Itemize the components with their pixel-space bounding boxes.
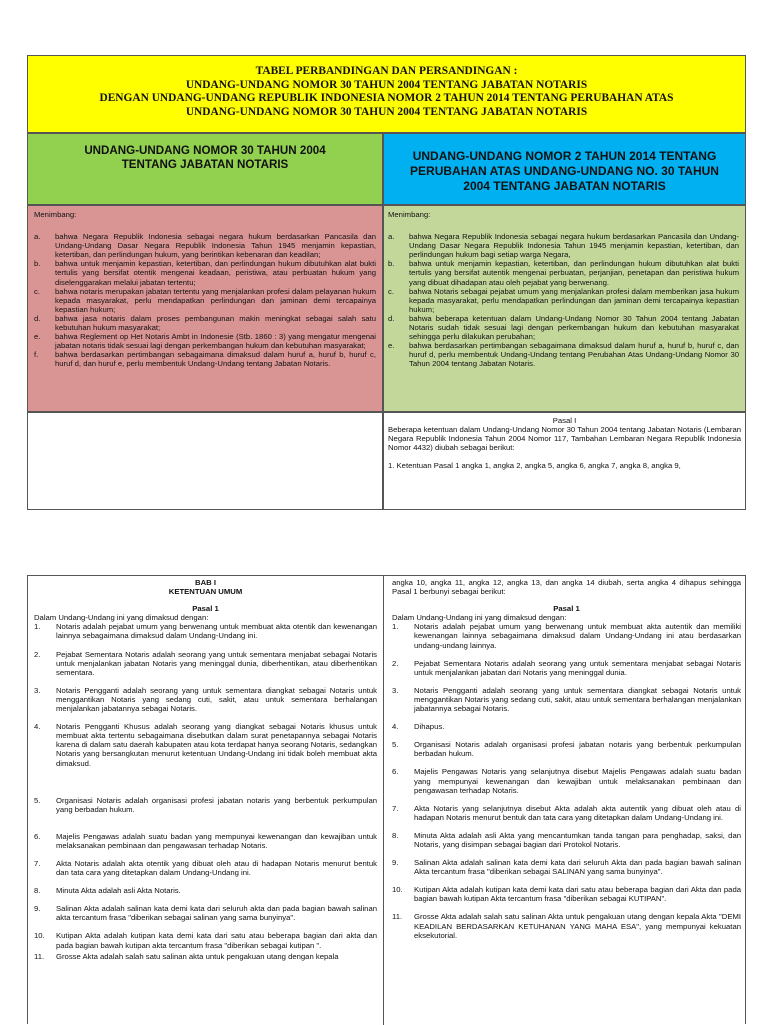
right-header-line: 2004 TENTANG JABATAN NOTARIS	[463, 179, 666, 193]
definition-item: 10. Kutipan Akta adalah kutipan kata demi kata dari satu atau beberapa bagian dari akta dan pada bagian bawah kutipan akta tercantum frasa "diberikan sebagai kutipan ".	[34, 931, 377, 950]
definition-item: 7. Akta Notaris adalah akta otentik yang dibuat oleh atau di hadapan Notaris menurut bentuk dan tata cara yang ditetapkan dalam Undang-Undang ini.	[34, 858, 377, 878]
definition-item: 9. Salinan Akta adalah salinan kata demi kata dari seluruh Akta dan pada bagian bawah salinan Akta tercantum frasa "diberikan sebagai SALINAN yang sama bunyinya".	[392, 858, 741, 877]
definition-item: 1. Notaris adalah pejabat umum yang berwenang untuk membuat akta otentik dan kewenangan lainnya sebagaimana dimaksud dalam Undang-Undang ini.	[34, 622, 377, 641]
title-line: UNDANG-UNDANG NOMOR 30 TAHUN 2004 TENTANG JABATAN NOTARIS	[185, 78, 588, 91]
right-column-pasal-1	[384, 576, 747, 1025]
title-line: DENGAN UNDANG-UNDANG REPUBLIK INDONESIA NOMOR 2 TAHUN 2014 TENTANG PERUBAHAN ATAS	[99, 92, 674, 105]
definition-item: 8. Minuta Akta adalah asli Akta yang mencantumkan tanda tangan para penghadap, saksi, dan Notaris, yang disimpan sebagai bagian dari Protokol Notaris.	[392, 830, 741, 849]
left-considerations	[27, 205, 383, 412]
comparison-table-page-1	[27, 55, 746, 510]
right-header-line: UNDANG-UNDANG NOMOR 2 TAHUN 2014 TENTANG	[412, 149, 717, 163]
menimbang-label: Menimbang:	[388, 210, 431, 219]
definition-list	[392, 622, 741, 939]
definition-item: 5. Organisasi Notaris adalah organisasi profesi jabatan notaris yang berbentuk perkumpulan yang berbadan hukum.	[34, 795, 377, 814]
document-title	[27, 55, 746, 133]
title-line: UNDANG-UNDANG NOMOR 30 TAHUN 2004 TENTANG JABATAN NOTARIS	[185, 105, 588, 118]
left-empty-cell	[27, 412, 383, 510]
consideration-item: c. bahwa Notaris sebagai pejabat umum yang menjalankan profesi dalam memberikan jasa hukum kepada masyarakat, perlu mendapatkan perlindungan dan jaminan demi tercapainya kepastian hukum;	[388, 286, 739, 314]
left-header-line: TENTANG JABATAN NOTARIS	[121, 158, 289, 171]
right-column-header	[383, 133, 746, 205]
menimbang-label: Menimbang:	[34, 210, 77, 219]
definition-item: 11. Grosse Akta adalah salah satu salinan Akta untuk pengakuan utang dengan kepala Akta "DEMI KEADILAN BERDASARKAN KETUHANAN YANG MAHA ESA", yang mempunyai kekuatan eksekutorial.	[392, 912, 741, 940]
consideration-item: b. bahwa untuk menjamin kepastian, ketertiban, dan perlindungan hukum dibutuhkan alat bukti tertulis yang bersifat otentik mengenai keadaan, peristiwa, atau perbuatan hukum yang diselenggarakan melalui jabatan tertentu;	[34, 259, 376, 287]
left-column-pasal-1	[28, 576, 384, 1025]
definition-intro: Dalam Undang-Undang ini yang dimaksud dengan:	[392, 613, 567, 623]
consideration-item: d. bahwa jasa notaris dalam proses pembangunan makin meningkat sebagai salah satu kebutuhan hukum masyarakat;	[34, 313, 376, 333]
bab-title: KETENTUAN UMUM	[168, 587, 243, 597]
definition-item: 4. Dihapus.	[392, 722, 445, 732]
comparison-table-page-2	[27, 575, 746, 1024]
consideration-item: c. bahwa notaris merupakan jabatan tertentu yang menjalankan profesi dalam pelayanan hukum kepada masyarakat, perlu mendapatkan perlindungan dan jaminan demi tercapainya kepastian hukum;	[34, 286, 376, 314]
pasal-i-heading: Pasal I	[552, 416, 577, 425]
definition-item: 6. Majelis Pengawas adalah suatu badan yang mempunyai kewenangan dan kewajiban untuk melaksanakan pembinaan dan pengawasan terhadap Notaris.	[34, 831, 377, 850]
definition-item: 4. Notaris Pengganti Khusus adalah seorang yang diangkat sebagai Notaris khusus untuk membuat akta tertentu sebagaimana disebutkan dalam surat penetapannya sebagai Notaris karena di dalam satu daerah kabupaten atau kota terdapat hanya seorang Notaris, sedangkan Notaris yang bersangkutan menurut ketentuan Undang-Undang ini tidak boleh membuat akta dimaksud.	[34, 722, 377, 768]
left-column-header	[27, 133, 383, 205]
consideration-item: b. bahwa untuk menjamin kepastian, ketertiban, dan perlindungan hukum dibutuhkan alat bukti tertulis yang bersifat autentik mengenai perbuatan, perjanjian, penetapan dan peristiwa hukum yang dibuat dihadapan atau oleh pejabat yang berwenang.	[388, 259, 739, 287]
definition-item: 6. Majelis Pengawas Notaris yang selanjutnya disebut Majelis Pengawas adalah suatu badan yang mempunyai kewenangan dan kewajiban untuk melaksanakan pembinaan dan pengawasan terhadap Notaris.	[392, 767, 741, 795]
definition-intro: Dalam Undang-Undang ini yang dimaksud dengan:	[34, 613, 209, 623]
definition-item: 3. Notaris Pengganti adalah seorang yang untuk sementara diangkat sebagai Notaris untuk menggantikan Notaris yang sedang cuti, sakit, atau untuk sementara berhalangan menjalankan jabatannya sebagai Notaris.	[392, 685, 741, 714]
pasal-i-item-1: 1. Ketentuan Pasal 1 angka 1, angka 2, angka 5, angka 6, angka 7, angka 8, angka 9,	[388, 461, 681, 471]
consideration-item: a. bahwa Negara Republik Indonesia sebagai negara hukum berdasarkan Pancasila dan Undang-Undang Dasar Negara Republik Indonesia Tahun 1945 menjamin kepastian, ketertiban, dan perlindungan hukum, yang berintikan kebenaran dan keadilan;	[34, 232, 376, 260]
definition-item: 2. Pejabat Sementara Notaris adalah seorang yang untuk sementara menjabat sebagai Notaris untuk menjalankan jabatan Notaris yang meninggal dunia, diberhentikan, atau diberhentikan sementara.	[34, 649, 377, 677]
definition-item: 9. Salinan Akta adalah salinan kata demi kata dari seluruh akta dan pada bagian bawah salinan akta tercantum frasa "diberikan sebagai salinan yang sama bunyinya".	[34, 904, 377, 923]
pasal-heading: Pasal 1	[192, 604, 219, 614]
consideration-list	[388, 232, 739, 368]
consideration-item: a. bahwa Negara Republik Indonesia sebagai negara hukum berdasarkan Pancasila dan Undang-Undang Dasar Negara Republik Indonesia Tahun 1945 menjamin kepastian, ketertiban, dan perlindungan hukum bagi setiap warga Negara,	[388, 232, 739, 260]
definition-item: 7. Akta Notaris yang selanjutnya disebut Akta adalah akta autentik yang dibuat oleh atau di hadapan Notaris menurut bentuk dan tata cara yang ditetapkan dalam Undang-Undang ini.	[392, 803, 741, 822]
title-line: TABEL PERBANDINGAN DAN PERSANDINGAN :	[255, 65, 518, 77]
right-header-line: PERUBAHAN ATAS UNDANG-UNDANG NO. 30 TAHUN	[410, 164, 719, 178]
bab-heading: BAB I	[195, 578, 216, 587]
definition-item: 1. Notaris adalah pejabat umum yang berwenang untuk membuat akta autentik dan memiliki kewenangan lainnya sebagaimana dimaksud dalam Undang-Undang ini atau berdasarkan undang-undang lainnya.	[392, 622, 741, 650]
consideration-item: d. bahwa beberapa ketentuan dalam Undang-Undang Nomor 30 Tahun 2004 tentang Jabatan Notaris sudah tidak sesuai lagi dengan perkembangan hukum dan kebutuhan masyarakat sehingga perlu dilakukan perubahan;	[388, 313, 739, 342]
definition-item: 2. Pejabat Sementara Notaris adalah seorang yang untuk sementara menjabat sebagai Notaris untuk menjalankan jabatan dari Notaris yang meninggal dunia.	[392, 658, 741, 677]
definition-list	[34, 622, 377, 960]
pasal-i-cell	[383, 412, 746, 510]
definition-item: 10. Kutipan Akta adalah kutipan kata demi kata dari satu atau beberapa bagian dari Akta dan pada bagian bawah kutipan Akta tercantum frasa "diberikan sebagai KUTIPAN".	[392, 885, 741, 904]
consideration-item: f. bahwa berdasarkan pertimbangan sebagaimana dimaksud dalam huruf a, huruf b, huruf c, huruf d, dan huruf e, perlu membentuk Undang-Undang tentang Jabatan Notaris.	[34, 350, 376, 369]
pasal-heading: Pasal 1	[553, 604, 580, 614]
right-considerations	[383, 205, 746, 412]
consideration-list	[34, 232, 376, 368]
pasal-i-continuation: angka 10, angka 11, angka 12, angka 13, dan angka 14 diubah, serta angka 4 dihapus sehingga Pasal 1 berbunyi sebagai berikut:	[392, 578, 741, 597]
left-header-line: UNDANG-UNDANG NOMOR 30 TAHUN 2004	[84, 144, 326, 157]
definition-item: 5. Organisasi Notaris adalah organisasi profesi jabatan notaris yang berbentuk perkumpulan berbadan hukum.	[392, 740, 741, 759]
definition-item: 11. Grosse Akta adalah salah satu salinan akta untuk pengakuan utang dengan kepala	[34, 951, 339, 961]
pasal-i-body: Beberapa ketentuan dalam Undang-Undang Nomor 30 Tahun 2004 tentang Jabatan Notaris (Lembaran Negara Republik Indonesia Tahun 2004 Nomor 117, Tambahan Lembaran Negara Republik Indonesia Nomor 4432) diubah sebagai berikut:	[388, 425, 741, 453]
definition-item: 8. Minuta Akta adalah asli Akta Notaris.	[34, 886, 181, 896]
definition-item: 3. Notaris Pengganti adalah seorang yang untuk sementara diangkat sebagai Notaris untuk menggantikan Notaris yang sedang cuti, sakit, atau untuk sementara berhalangan menjalankan jabatannya sebagai Notaris.	[34, 685, 377, 714]
consideration-item: e. bahwa Reglement op Het Notaris Ambt in Indonesie (Stb. 1860 : 3) yang mengatur mengenai jabatan notaris tidak sesuai lagi dengan perkembangan hukum dan kebutuhan masyarakat;	[34, 332, 376, 351]
consideration-item: e. bahwa berdasarkan pertimbangan sebagaimana dimaksud dalam huruf a, huruf b, huruf c, dan huruf d, perlu membentuk Undang-Undang tentang Perubahan Atas Undang-Undang Nomor 30 Tahun 2004 tentang Jabatan Notaris.	[388, 341, 739, 369]
